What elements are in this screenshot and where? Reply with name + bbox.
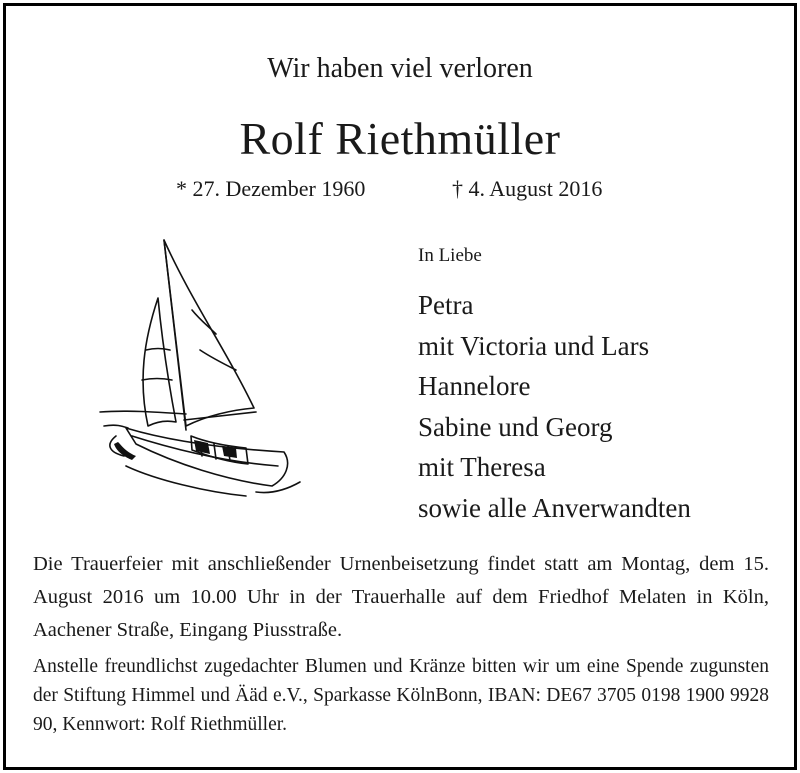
mourner-entry: sowie alle Anverwandten — [418, 492, 691, 523]
in-love-label: In Liebe — [418, 245, 482, 266]
deceased-name: Rolf Riethmüller — [239, 113, 561, 164]
mourner-entry: Hannelore — [418, 371, 531, 401]
headline: Wir haben viel verloren — [267, 53, 533, 84]
sailboat-illustration — [96, 230, 306, 500]
ceremony-paragraph: Die Trauerfeier mit anschließender Urnenbeisetzung findet statt am Montag, dem 15. August 2016 um 10.00 Uhr in der Trauerhalle auf dem Friedhof Melaten in Köln, Aachener Straße, Eingang Piusstraße. — [33, 553, 769, 641]
mourner-entry: Sabine und Georg — [418, 411, 613, 442]
mourner-entry: Petra — [418, 290, 474, 320]
mourner-entry: mit Victoria und Lars — [418, 330, 650, 361]
donation-paragraph: Anstelle freundlichst zugedachter Blumen und Kränze bitten wir um eine Spende zugunsten der Stiftung Himmel und Ääd e.V., Sparkasse KölnBonn, IBAN: DE67 3705 0198 1900 9928 90, Kennwort: Rolf Riethmüller. — [33, 656, 769, 735]
birth-date: * 27. Dezember 1960 — [176, 176, 366, 201]
mourner-list — [418, 285, 691, 528]
death-date: † 4. August 2016 — [452, 176, 603, 201]
mourner-entry: mit Theresa — [418, 452, 546, 482]
